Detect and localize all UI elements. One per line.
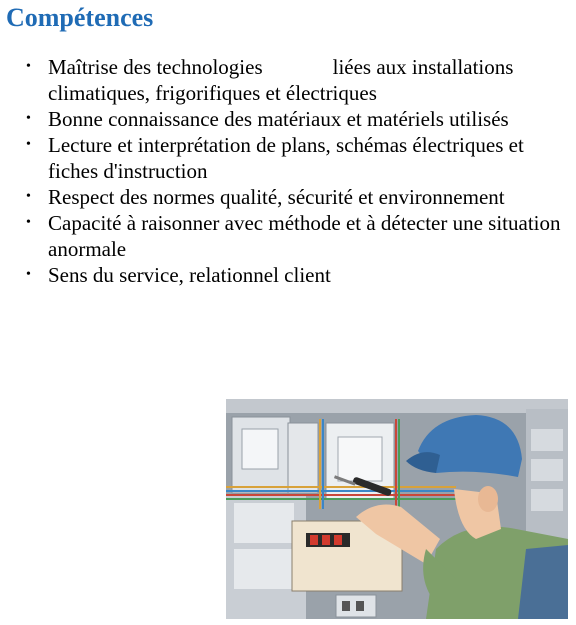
page-title: Compétences — [6, 3, 154, 32]
list-item-text: Sens du service, relationnel client — [48, 263, 331, 287]
list-item — [22, 106, 570, 132]
list-item-text: Bonne connaissance des matériaux et matériels utilisés — [48, 107, 509, 131]
skills-list — [22, 54, 570, 288]
bullet: • — [26, 111, 31, 126]
list-item — [22, 54, 570, 106]
bullet: • — [26, 215, 31, 230]
list-item — [22, 132, 570, 184]
electrician-illustration-icon — [226, 399, 568, 619]
list-item-text: Capacité à raisonner avec méthode et à détecter une situation anormale — [48, 211, 561, 261]
list-item-text: Respect des normes qualité, sécurité et environnement — [48, 185, 505, 209]
bullet: • — [26, 59, 31, 74]
bullet: • — [26, 189, 31, 204]
list-item — [22, 184, 570, 210]
list-item-text: Maîtrise des technologies — [48, 55, 263, 79]
bullet: • — [26, 267, 31, 282]
list-item-text: Lecture et interprétation de plans, schémas électriques et fiches d'instruction — [48, 133, 524, 183]
bullet: • — [26, 137, 31, 152]
list-item-text: liées aux installations climatiques, frigorifiques et électriques — [48, 55, 514, 105]
list-item — [22, 262, 570, 288]
list-item — [22, 210, 570, 262]
